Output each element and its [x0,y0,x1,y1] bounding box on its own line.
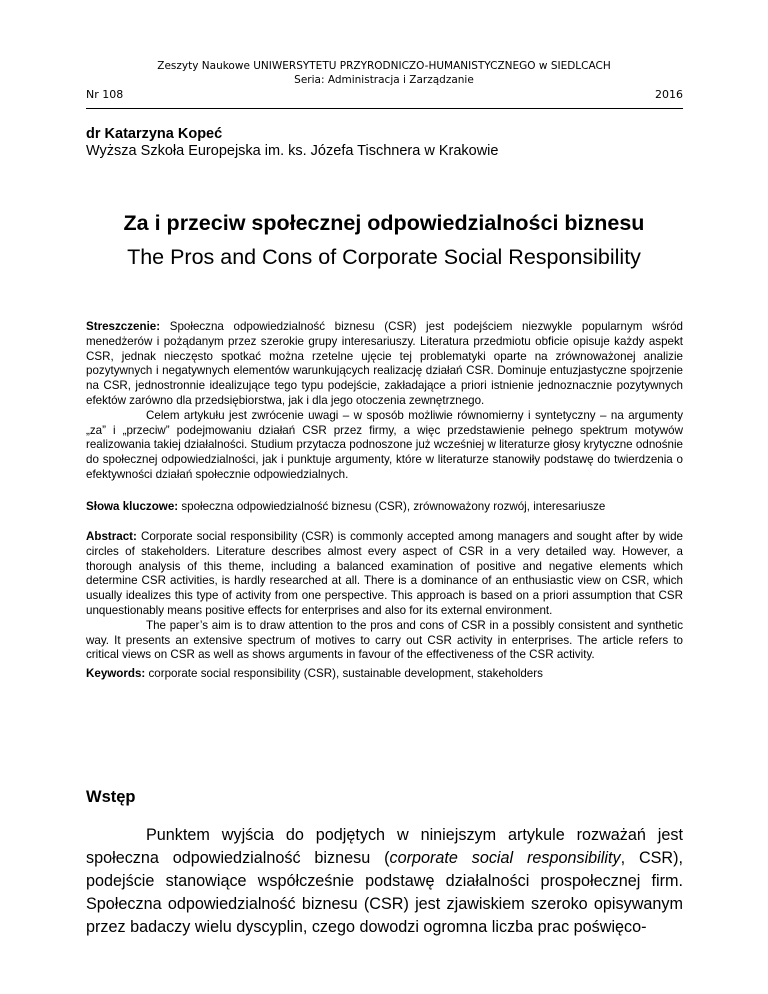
abstract-polish-label: Streszczenie: [86,320,161,333]
keywords-english-label: Keywords: [86,667,146,680]
abstract-polish [86,320,683,483]
keywords-polish-label: Słowa kluczowe: [86,500,179,513]
issue-year: 2016 [655,88,683,101]
keywords-english-text: corporate social responsibility (CSR), sustainable development, stakeholders [145,667,543,680]
journal-series: Seria: Administracja i Zarządzanie [294,74,474,86]
journal-name: Zeszyty Naukowe UNIWERSYTETU PRZYRODNICZO-HUMANISTYCZNEGO w SIEDLCACH [157,60,611,72]
abstract-english-label: Abstract: [86,530,137,543]
abstract-polish-p2: Celem artykułu jest zwrócenie uwagi – w sposób możliwie równomierny i syntetyczny – na argumenty „za” i „przeciw” podejmowaniu działań CSR przez firmy, a więc przedstawienie pełnego spektrum motywów realizowania takiej działalności. Studium przytacza podnoszone już wcześniej w literaturze głosy krytyczne odnośnie do społecznej odpowiedzialności, jak i punktuje argumenty, które w literaturze stanowiły podstawę do twierdzenia o efektywności działań społecznie odpowiedzialnych. [86,408,683,481]
abstract-english-p1: Corporate social responsibility (CSR) is commonly accepted among managers and sought after by wide circles of stakeholders. Literature describes almost every aspect of CSR in a very detailed way. However, a thorough analysis of this theme, including a balanced examination of positive and negative elements which determine CSR activities, is hardly researched at all. There is a dominance of an enthusiastic view on CSR, which usually idealizes this type of activity from one perspective. This approach is based on a priori assumption that CSR unquestionably means positive effects for enterprises and also for its external environment. [86,530,683,617]
body-paragraph [86,824,683,939]
abstract-english [86,530,683,663]
body-text-start: Punktem wyjścia do podjętych w niniejszym artykule rozważań jest społeczna odpowiedzialność biznesu ( [86,826,683,867]
author-name: dr Katarzyna Kopeć [86,126,223,142]
header-rule [86,108,683,109]
keywords-polish-text: społeczna odpowiedzialność biznesu (CSR), zrównoważony rozwój, interesariusze [178,500,606,513]
title-english: The Pros and Cons of Corporate Social Responsibility [127,245,641,269]
body-text-italic: corporate social responsibility [389,849,621,867]
issue-number: Nr 108 [86,88,124,101]
keywords-english [86,667,683,682]
title-polish: Za i przeciw społecznej odpowiedzialności biznesu [123,211,645,235]
author-affiliation: Wyższa Szkoła Europejska im. ks. Józefa Tischnera w Krakowie [86,143,499,159]
section-heading: Wstęp [86,788,136,806]
abstract-english-p2: The paper’s aim is to draw attention to the pros and cons of CSR in a possibly consistent and synthetic way. It presents an extensive spectrum of motives to carry out CSR activity in enterprises. The article refers to critical views on CSR as well as shows arguments in favour of the effectiveness of the CSR activity. [86,618,683,662]
keywords-polish [86,500,683,515]
abstract-polish-p1: Społeczna odpowiedzialność biznesu (CSR) jest podejściem niezwykle popularnym wśród menedżerów i pożądanym przez szerokie grupy interesariuszy. Literatura przedmiotu obficie opisuje każdy aspekt CSR, jednak nieczęsto spotkać można rzetelne ujęcie tej problematyki oparte na zrównoważonej analizie pozytywnych i negatywnych elementów warunkujących realizację działań CSR. Dominuje entuzjastyczne spojrzenie na CSR, jednostronnie idealizujące tego typu podejście, zakładające a priori istnienie jednoznacznie pozytywnych efektów zarówno dla przedsiębiorstwa, jak i dla jego otoczenia zewnętrznego. [86,320,683,407]
body-text-end: , CSR), podejście stanowiące współcześnie podstawę działalności prospołecznej firm. Społeczna odpowiedzialność biznesu (CSR) jest zjawiskiem szeroko opisywanym przez badaczy wielu dyscyplin, czego dowodzi ogromna liczba prac poświęco- [86,849,684,936]
